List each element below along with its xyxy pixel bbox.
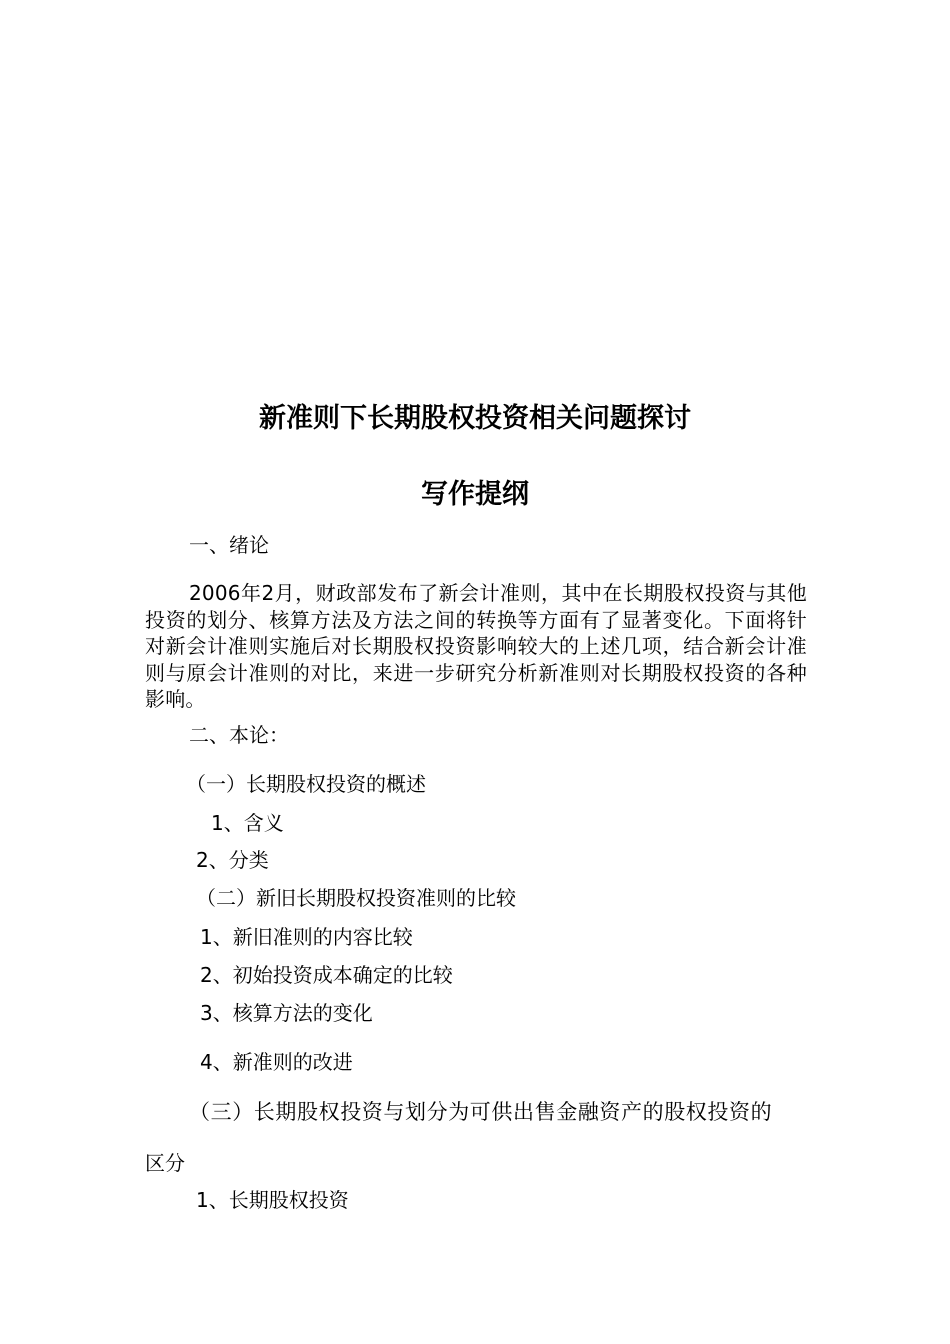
intro-paragraph: 2006年2月，财政部发布了新会计准则，其中在长期股权投资与其他投资的划分、核算方法及方法之间的转换等方面有了显著变化。下面将针对新会计准则实施后对长期股权投资影响较大的上述几项，结合新会计准则与原会计准则的对比，来进一步研究分析新准则对长期股权投资的各种影响。 bbox=[145, 581, 807, 711]
outline-part-2-item-2: 2、初始投资成本确定的比较 bbox=[200, 963, 453, 987]
outline-part-3-heading-continuation: 区分 bbox=[145, 1151, 185, 1175]
outline-part-2-item-4: 4、新准则的改进 bbox=[200, 1050, 353, 1074]
outline-part-3-item-1: 1、长期股权投资 bbox=[196, 1188, 349, 1212]
outline-part-1-heading: （一）长期股权投资的概述 bbox=[186, 772, 426, 796]
document-subtitle: 写作提纲 bbox=[421, 479, 529, 510]
outline-part-1-item-2: 2、分类 bbox=[196, 848, 269, 872]
section-1-heading: 一、绪论 bbox=[189, 533, 269, 557]
outline-part-1-item-1: 1、含义 bbox=[211, 811, 284, 835]
outline-part-3-heading: （三）长期股权投资与划分为可供出售金融资产的股权投资的 bbox=[189, 1100, 773, 1124]
section-2-heading: 二、本论： bbox=[189, 723, 289, 747]
document-title: 新准则下长期股权投资相关问题探讨 bbox=[259, 403, 691, 434]
outline-part-2-item-3: 3、核算方法的变化 bbox=[200, 1001, 373, 1025]
outline-part-2-heading: （二）新旧长期股权投资准则的比较 bbox=[196, 886, 516, 910]
outline-part-2-item-1: 1、新旧准则的内容比较 bbox=[200, 925, 413, 949]
